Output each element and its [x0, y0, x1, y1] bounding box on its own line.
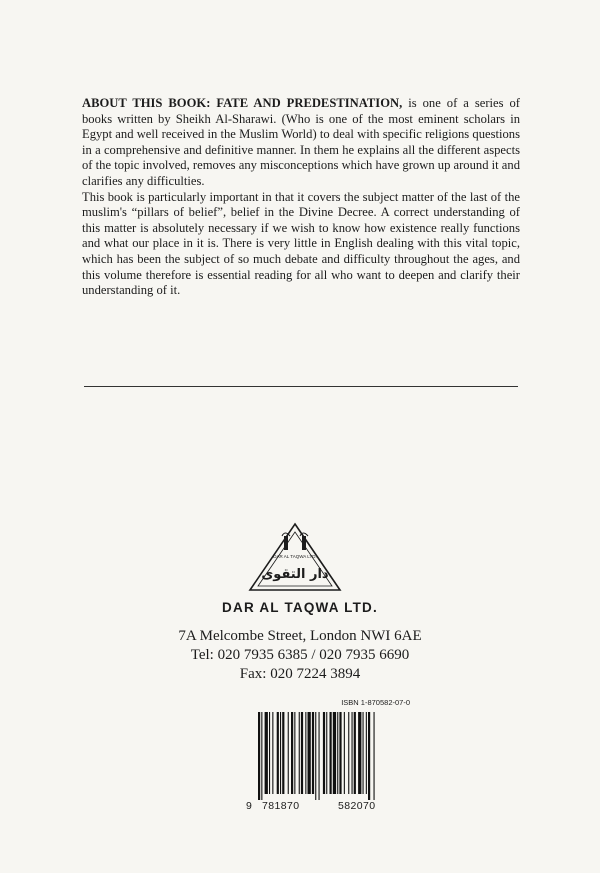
- barcode-bar: [291, 712, 293, 794]
- publisher-name: DAR AL TAQWA LTD.: [222, 600, 378, 615]
- horizontal-divider: [84, 386, 518, 387]
- barcode-bar: [272, 712, 273, 794]
- barcode-first-digit: 9: [246, 800, 253, 812]
- barcode-bar: [333, 712, 336, 794]
- barcode-bar: [352, 712, 353, 794]
- logo-text: DAR AL TAQWA LTD.: [273, 554, 317, 559]
- barcode-bar: [368, 712, 370, 800]
- blurb-lead: ABOUT THIS BOOK: FATE AND PREDESTINATION,: [82, 96, 403, 110]
- barcode-bar: [312, 712, 314, 794]
- barcode-bar: [363, 712, 364, 794]
- barcode-bar: [261, 712, 262, 800]
- barcode-bar: [277, 712, 279, 794]
- barcode-bar: [366, 712, 367, 794]
- blurb-paragraph-1: [82, 96, 520, 190]
- barcode-bar: [339, 712, 341, 794]
- barcode-bar: [315, 712, 316, 800]
- barcode-bar: [337, 712, 338, 794]
- publisher-fax: Fax: 020 7224 3894: [239, 666, 361, 682]
- barcode-bar: [330, 712, 332, 794]
- barcode-bar: [348, 712, 349, 794]
- barcode-bar: [265, 712, 268, 794]
- barcode-bar: [326, 712, 327, 794]
- barcode-bar: [308, 712, 311, 794]
- barcode-bar: [294, 712, 295, 794]
- barcode-bar: [305, 712, 306, 794]
- barcode-bar: [301, 712, 303, 794]
- barcode-bar: [374, 712, 375, 800]
- barcode-bar: [358, 712, 361, 794]
- barcode-bar: [299, 712, 300, 794]
- publisher-logo: [246, 520, 344, 596]
- barcode-bar: [288, 712, 289, 794]
- blurb-paragraph-1-text: is one of a series of books written by Sheikh Al-Sharawi. (Who is one of the most eminent scholars in Egypt and well received in the Muslim World) to deal with specific religions questions in a comprehensive and definitive manner. In them he explains all the different aspects of the topic involved, removes any misconceptions which have grown up around it and clarifies any difficulties.: [82, 96, 520, 188]
- blurb-paragraph-2: This book is particularly important in that it covers the subject matter of the last of the muslim's “pillars of belief”, belief in the Divine Decree. A correct understanding of this matter is absolutely necessary if we wish to know how existence really functions and what our place in it is. There is very little in English dealing with this vital topic, which has been the subject of so much debate and difficulty throughout the ages, and this volume therefore is essential reading for all who want to deepen and clarify their understanding of it.: [82, 189, 520, 298]
- isbn-number: ISBN 1-870582-07-0: [341, 698, 410, 707]
- publisher-address: 7A Melcombe Street, London NWI 6AE: [178, 628, 422, 644]
- barcode-right-group: 582070: [338, 800, 376, 812]
- barcode-bar: [258, 712, 260, 800]
- barcode-bar: [354, 712, 356, 794]
- barcode-bar: [280, 712, 281, 794]
- barcode-bar: [282, 712, 284, 794]
- barcode: [256, 712, 416, 800]
- barcode-bar: [319, 712, 320, 800]
- publisher-tel: Tel: 020 7935 6385 / 020 7935 6690: [190, 647, 410, 663]
- barcode-bar: [323, 712, 325, 794]
- logo-arabic: دار التقوى: [261, 567, 329, 582]
- barcode-left-group: 781870: [262, 800, 300, 812]
- back-cover-blurb: [82, 96, 520, 299]
- barcode-bar: [344, 712, 345, 794]
- barcode-bar: [269, 712, 270, 794]
